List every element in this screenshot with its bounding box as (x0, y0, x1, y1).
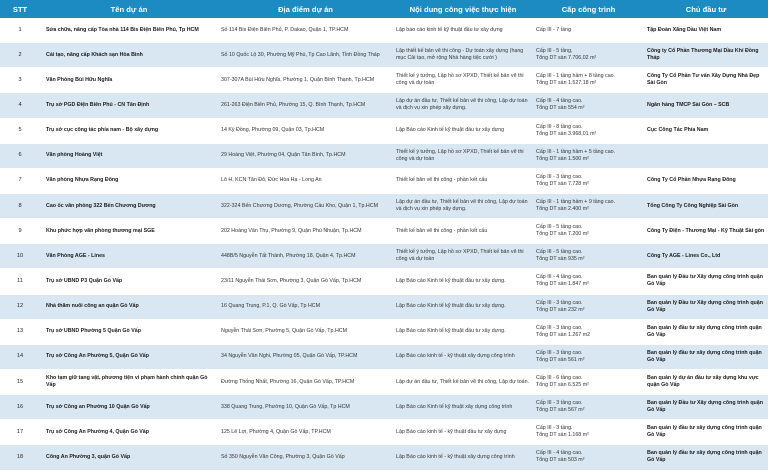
project-name: Nhà thăm nuôi công an quận Gò Vấp (40, 294, 218, 319)
project-name: Trụ sở cục công tác phía nam - Bộ xây dựng (40, 118, 218, 143)
floor-area: Tổng DT sàn 567 m² (536, 407, 585, 414)
construction-grade (533, 294, 644, 319)
work-content: Thiết kế ý tưởng, Lập hồ sơ XPXD, Thiết kế bản vẽ thi công và dự toán (393, 244, 533, 269)
project-owner: Công Ty Cổ Phần Nhựa Rạng Đông (644, 168, 768, 193)
project-owner: Ban quản lý Đầu tư Xây dựng công trình quận Gò Vấp (644, 269, 768, 294)
table-row (0, 395, 768, 420)
project-location: 16 Quang Trung, P.1, Q. Gò Vấp, Tp HCM (218, 294, 393, 319)
project-owner (644, 143, 768, 168)
project-location: 14 Kỳ Đồng, Phường 09, Quận 03, Tp.HCM (218, 118, 393, 143)
row-number: 9 (0, 219, 40, 244)
project-location: 29 Hoàng Việt, Phường 04, Quận Tân Bình, Tp.HCM (218, 143, 393, 168)
project-location: 125 Lê Lợi, Phường 4, Quận Gò Vấp, TP.HCM (218, 420, 393, 445)
table-body (0, 18, 768, 470)
grade-level: Cấp III - 7 tầng (536, 26, 572, 33)
table-row (0, 219, 768, 244)
construction-grade (533, 369, 644, 394)
table-row (0, 93, 768, 118)
project-name: Khu phức hợp văn phòng thương mại SGE (40, 219, 218, 244)
row-number: 14 (0, 344, 40, 369)
table-row (0, 445, 768, 470)
project-location: Đường Thống Nhất, Phường 16, Quận Gò Vấp, TP.HCM (218, 369, 393, 394)
work-content: Lập Báo cáo Kinh tế kỹ thuật xây dựng công trình (393, 395, 533, 420)
work-content: Thiết kế bản vẽ thi công - phần kết cấu (393, 168, 533, 193)
construction-grade (533, 143, 644, 168)
project-location: Số 114 Bis Điện Biên Phủ, P. Dakao, Quận 1, TP.HCM (218, 18, 393, 43)
project-name: Trụ sở PGD Điện Biên Phủ - CN Tân Định (40, 93, 218, 118)
work-content: Lập báo cáo kinh tế kỹ thuật đầu tư xây dựng (393, 18, 533, 43)
table-header (0, 0, 768, 18)
table-row (0, 269, 768, 294)
project-location: 322-324 Bến Chương Dương, Phường Cầu Kho, Quận 1, Tp.HCM (218, 193, 393, 218)
grade-level: Cấp III - 4 tầng cao. (536, 450, 583, 457)
construction-grade (533, 395, 644, 420)
header-stt: STT (0, 0, 40, 18)
table-row (0, 420, 768, 445)
floor-area: Tổng DT sàn 503 m² (536, 457, 585, 464)
project-owner: Ban quản lý Đầu tư Xây dựng công trình quận Gò Vấp (644, 294, 768, 319)
project-name: Trụ sở Công An Phường 4, Quận Gò Vấp (40, 420, 218, 445)
work-content: Lập dự án đầu tư, Thiết kế bản vẽ thi công, Lập dự toán và dịch vụ xin phép xây dựng. (393, 93, 533, 118)
floor-area: Tổng DT sàn 1.527,18 m² (536, 80, 597, 87)
project-name: Văn phòng Hoàng Việt (40, 143, 218, 168)
project-name: Văn phòng Nhựa Rạng Đông (40, 168, 218, 193)
project-location: 23/11 Nguyễn Thái Sơn, Phường 3, Quận Gò Vấp, Tp.HCM (218, 269, 393, 294)
floor-area: Tổng DT sàn 1.267 m2 (536, 331, 591, 338)
work-content: Lập Báo cáo Kinh tế kỹ thuật đầu tư xây dựng. (393, 319, 533, 344)
project-owner: Công Ty Điện - Thương Mại - Kỹ Thuật Sài gòn (644, 219, 768, 244)
project-owner: Ban quản lý đầu tư xây dựng công trình quận Gò Vấp (644, 420, 768, 445)
project-location: 202 Hoàng Văn Thụ, Phường 9, Quận Phú Nhuận, Tp.HCM (218, 219, 393, 244)
project-location: 261-263 Điện Biên Phủ, Phường 15, Q. Bình Thạnh, Tp.HCM (218, 93, 393, 118)
work-content: Lập Báo cáo kinh tế - kỹ thuật đầu tư xây dựng (393, 420, 533, 445)
grade-level: Cấp III - 3 tầng cao. (536, 324, 583, 331)
project-name: Trụ sở UBND Phường 5 Quận Gò Vấp (40, 319, 218, 344)
project-name: Văn Phòng Bùi Hữu Nghĩa (40, 68, 218, 93)
construction-grade (533, 344, 644, 369)
project-location: 338 Quang Trung, Phường 10, Quận Gò Vấp, Tp HCM (218, 395, 393, 420)
construction-grade (533, 420, 644, 445)
project-owner: Ban quản lý Đầu tư Xây dựng công trình quận Gò Vấp (644, 395, 768, 420)
work-content: Lập dự án đầu tư, Thiết kế bản vẽ thi công, Lập dự toán. (393, 369, 533, 394)
table-row (0, 193, 768, 218)
header-project-name: Tên dự án (40, 0, 218, 18)
row-number: 6 (0, 143, 40, 168)
row-number: 11 (0, 269, 40, 294)
floor-area: Tổng DT sàn 554 m² (536, 105, 585, 112)
table-row (0, 118, 768, 143)
grade-level: Cấp III - 5 tầng cao. (536, 249, 583, 256)
row-number: 3 (0, 68, 40, 93)
construction-grade (533, 244, 644, 269)
project-owner: Công Ty AGE - Lines Co., Ltd (644, 244, 768, 269)
row-number: 10 (0, 244, 40, 269)
grade-level: Cấp III - 3 tầng cao. (536, 173, 583, 180)
grade-level: Cấp III - 6 tầng cao. (536, 375, 583, 382)
table-row (0, 294, 768, 319)
header-grade: Cấp công trình (533, 0, 644, 18)
table-row (0, 168, 768, 193)
row-number: 7 (0, 168, 40, 193)
grade-level: Cấp III - 1 tầng hầm + 8 tầng cao. (536, 73, 616, 80)
work-content: Lập thiết kế bản vẽ thi công - Dự toán xây dựng (hạng mục Cải tạo, mở rộng Nhà hàng tiệc cưới ) (393, 43, 533, 68)
grade-level: Cấp III - 3 tầng cao. (536, 400, 583, 407)
work-content: Lập Báo cáo kinh tế - kỹ thuật xây dựng công trình (393, 344, 533, 369)
construction-grade (533, 18, 644, 43)
grade-level: Cấp III - 4 tầng cao. (536, 274, 583, 281)
row-number: 8 (0, 193, 40, 218)
work-content: Lập Báo cáo kinh tế - kỹ thuật xây dựng công trình (393, 445, 533, 470)
grade-level: Cấp III - 3 tầng. (536, 425, 573, 432)
table-row (0, 319, 768, 344)
project-location: Nguyễn Thái Sơn, Phường 5, Quận Gò Vấp, Tp.HCM (218, 319, 393, 344)
table-row (0, 344, 768, 369)
floor-area: Tổng DT sàn 1.500 m² (536, 155, 589, 162)
project-owner: Ban quản lý đầu tư xây dựng công trình quận Gò Vấp (644, 319, 768, 344)
project-name: Cải tạo, nâng cấp Khách sạn Hòa Bình (40, 43, 218, 68)
work-content: Thiết kế bản vẽ thi công - phần kết cấu (393, 219, 533, 244)
construction-grade (533, 118, 644, 143)
construction-grade (533, 93, 644, 118)
table-row (0, 143, 768, 168)
project-name: Trụ sở Công An Phường 5, Quận Gò Vấp (40, 344, 218, 369)
grade-level: Cấp III - 3 tầng cao. (536, 299, 583, 306)
project-location: 448B/5 Nguyễn Tất Thành, Phường 18, Quận 4, Tp.HCM (218, 244, 393, 269)
project-name: Trụ sở UBND P3 Quận Gò Vấp (40, 269, 218, 294)
row-number: 18 (0, 445, 40, 470)
floor-area: Tổng DT sàn 1.168 m² (536, 432, 589, 439)
row-number: 1 (0, 18, 40, 43)
table-row (0, 369, 768, 394)
project-name: Công An Phường 3, quận Gò Vấp (40, 445, 218, 470)
floor-area: Tổng DT sàn 935 m² (536, 256, 585, 263)
construction-grade (533, 193, 644, 218)
work-content: Lập dự án đầu tư, Thiết kế bản vẽ thi công, Lập dự toán và dịch vụ xin phép xây dựng. (393, 193, 533, 218)
project-owner: Ngân hàng TMCP Sài Gòn – SCB (644, 93, 768, 118)
table-row (0, 68, 768, 93)
project-name: Cao ốc văn phòng 322 Bến Chương Dương (40, 193, 218, 218)
row-number: 4 (0, 93, 40, 118)
project-owner: Công ty Cổ Phần Thương Mại Dầu Khí Đồng Tháp (644, 43, 768, 68)
project-owner: Ban quản lý đầu tư xây dựng công trình quận Gò Vấp (644, 445, 768, 470)
floor-area: Tổng DT sàn 6.525 m² (536, 382, 589, 389)
project-owner: Tổng Công Ty Công Nghiệp Sài Gòn (644, 193, 768, 218)
project-name: Sửa chữa, nâng cấp Tòa nhà 114 Bis Điện Biên Phủ, Tp HCM (40, 18, 218, 43)
project-location: Số 350 Nguyễn Văn Công, Phường 3, Quận Gò Vấp (218, 445, 393, 470)
work-content: Thiết kế ý tưởng, Lập hồ sơ XPXD, Thiết kế bản vẽ thi công và dự toán (393, 143, 533, 168)
project-location: 307-307A Bùi Hữu Nghĩa, Phường 1, Quận Bình Thạnh, Tp.HCM (218, 68, 393, 93)
project-owner: Tập Đoàn Xăng Dầu Việt Nam (644, 18, 768, 43)
row-number: 15 (0, 369, 40, 394)
floor-area: Tổng DT sàn 1.847 m² (536, 281, 589, 288)
grade-level: Cấp III - 5 tầng, (536, 48, 573, 55)
header-location: Địa điểm dự án (218, 0, 393, 18)
work-content: Lập Báo cáo Kinh tế kỹ thuật đầu tư xây dựng. (393, 294, 533, 319)
floor-area: Tổng DT sàn 561 m² (536, 356, 585, 363)
grade-level: Cấp III - 1 tầng hầm + 5 tầng cao. (536, 148, 616, 155)
project-location: 34 Nguyễn Văn Nghi, Phường 05, Quận Gò Vấp, TP.HCM (218, 344, 393, 369)
project-location: Số 10 Quốc Lộ 30, Phường Mỹ Phú, Tp Cao Lãnh, Tỉnh Đồng Tháp (218, 43, 393, 68)
table-row (0, 43, 768, 68)
grade-level: Cấp III - 4 tầng cao. (536, 98, 583, 105)
construction-grade (533, 168, 644, 193)
project-name: Văn Phòng AGE - Lines (40, 244, 218, 269)
construction-grade (533, 43, 644, 68)
floor-area: Tổng DT sàn 2.400 m² (536, 206, 589, 213)
work-content: Thiết kế ý tưởng, Lập hồ sơ XPXD, Thiết kế bản vẽ thi công và dự toán (393, 68, 533, 93)
grade-level: Cấp III - 3 tầng cao. (536, 349, 583, 356)
grade-level: Cấp III - 8 tầng cao. (536, 123, 583, 130)
project-owner: Ban quản lý dự án đầu tư xây dựng khu vực quận Gò Vấp (644, 369, 768, 394)
project-name: Trụ sở Công an Phường 10 Quận Gò Vấp (40, 395, 218, 420)
table-row (0, 18, 768, 43)
floor-area: Tổng DT sàn 7.706,02 m² (536, 55, 597, 62)
construction-grade (533, 319, 644, 344)
grade-level: Cấp III - 1 tầng hầm + 9 tầng cao. (536, 199, 616, 206)
construction-grade (533, 68, 644, 93)
construction-grade (533, 445, 644, 470)
floor-area: Tổng DT sàn 232 m² (536, 306, 585, 313)
row-number: 2 (0, 43, 40, 68)
project-owner: Công Ty Cổ Phần Tư vấn Xây Dựng Nhà Đẹp Sài Gòn (644, 68, 768, 93)
work-content: Lập Báo cáo Kinh tế kỹ thuật đầu tư xây dựng (393, 118, 533, 143)
project-location: Lô H, KCN Tân Đô, Đức Hòa Hạ - Long An (218, 168, 393, 193)
row-number: 16 (0, 395, 40, 420)
floor-area: Tổng DT sàn 7.728 m² (536, 180, 589, 187)
row-number: 17 (0, 420, 40, 445)
row-number: 13 (0, 319, 40, 344)
floor-area: Tổng DT sàn 3.968,01 m² (536, 130, 597, 137)
project-owner: Ban quản lý đầu tư xây dựng công trình quận Gò Vấp (644, 344, 768, 369)
header-row (0, 0, 768, 18)
work-content: Lập Báo cáo Kinh tế kỹ thuật đầu tư xây dựng. (393, 269, 533, 294)
construction-grade (533, 269, 644, 294)
row-number: 5 (0, 118, 40, 143)
construction-grade (533, 219, 644, 244)
header-owner: Chủ đầu tư (644, 0, 768, 18)
table-row (0, 244, 768, 269)
row-number: 12 (0, 294, 40, 319)
project-owner: Cục Công Tác Phía Nam (644, 118, 768, 143)
floor-area: Tổng DT sàn 7.200 m² (536, 231, 589, 238)
grade-level: Cấp III - 5 tầng cao. (536, 224, 583, 231)
project-name: Kho tạm giữ tang vật, phương tiện vi phạm hành chính quận Gò Vấp (40, 369, 218, 394)
header-work-content: Nội dung công việc thực hiện (393, 0, 533, 18)
